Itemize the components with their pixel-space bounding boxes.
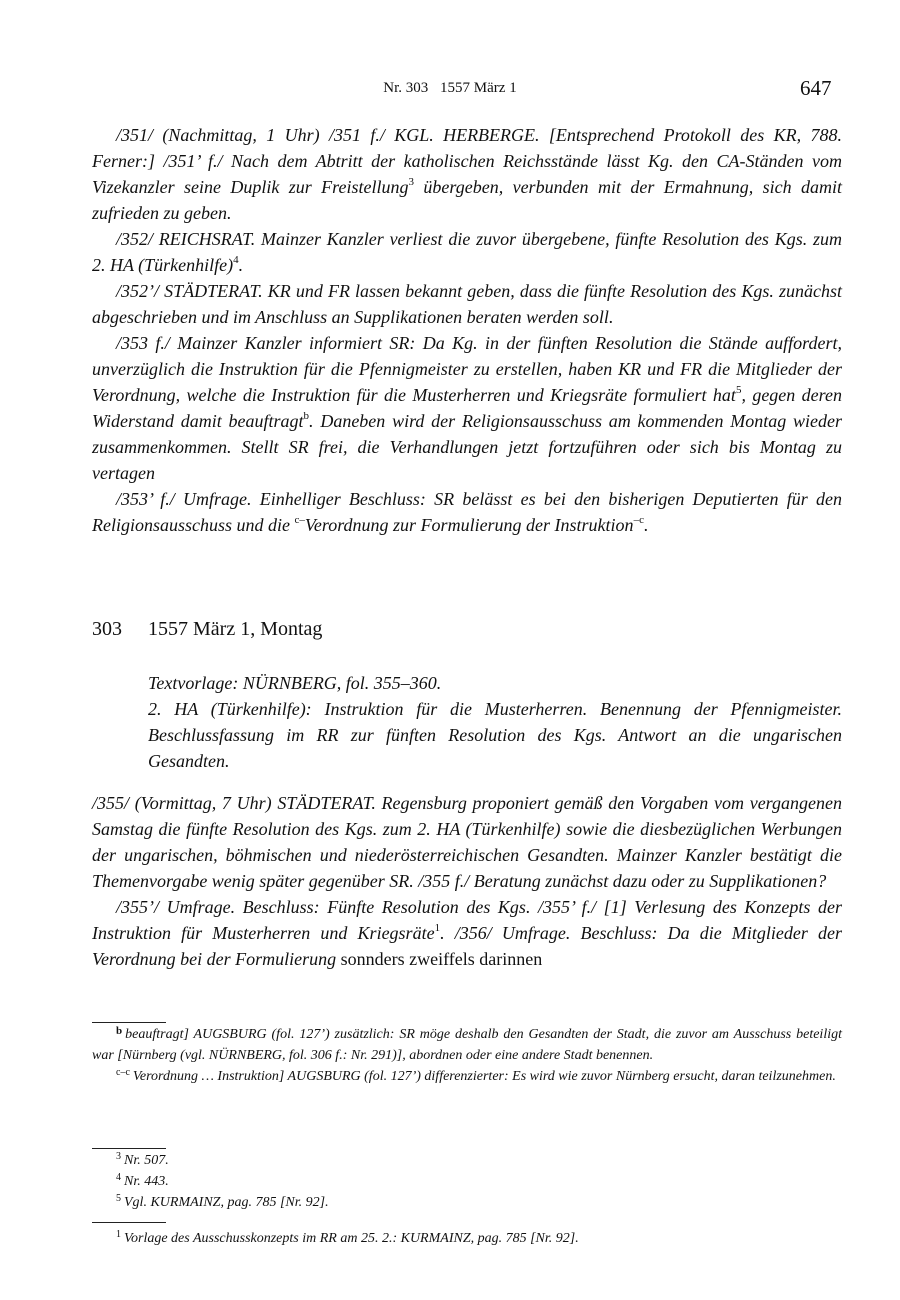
footnote-ref[interactable]: –c	[633, 514, 644, 526]
footnote: $^{c-c}$ Verordnung … Instruktion] AUGSBURG (fol. 127’) differenzierter: Es wird wie zuvor Nürnberg ersucht, daran teilzunehmen.	[116, 1067, 836, 1084]
factual-footnotes	[92, 1150, 842, 1213]
footnote-divider	[92, 1022, 166, 1023]
document-heading	[92, 618, 322, 641]
header-doc-number: Nr. 303	[383, 80, 429, 96]
line-footnotes	[92, 1228, 842, 1249]
paragraph: /351/ (Nachmittag, 1 Uhr) /351 f./ KGL. HERBERGE. [Entsprechend Protokoll des KR, 788. Ferner:] /351’ f./ Nach dem Abtritt der katholischen Reichsstände lässt Kg. den CA-Ständen vom Vizekanzler seine Duplik zur Freistellung$^3$ übergeben, verbunden mit der Ermahnung, sich damit zufrieden zu geben.	[92, 125, 842, 223]
footnote-ref[interactable]: 1	[434, 922, 441, 934]
footnote: $^b$ beauftragt] AUGSBURG (fol. 127’) zusätzlich: SR möge deshalb den Gesandten der Stadt, die zuvor am Ausschuss beteiligt war [Nürnberg (vgl. NÜRNBERG, fol. 306 f.: Nr. 291)], abordnen oder eine andere Stadt benennen.	[92, 1025, 842, 1063]
paragraph: /353 f./ Mainzer Kanzler informiert SR: Da Kg. in der fünften Resolution die Stände auffordert, unverzüglich die Instruktion für die Pfennigmeister zu erstellen, haben KR und FR die Mitglieder der Verordnung, welche die Instruktion für die Musterherren und Kriegsräte formuliert hat$^5$, gegen deren Widerstand damit beauftragt$^b$. Daneben wird der Religionsausschuss am kommenden Montag wieder zusammenkommen. Stellt SR frei, die Verhandlungen jetzt fortzuführen oder sich bis Montag zu vertagen	[92, 333, 842, 483]
header-date: 1557 März 1	[440, 80, 517, 96]
footnote-ref[interactable]: 4	[233, 254, 239, 266]
footnote: $^4$ Nr. 443.	[116, 1172, 169, 1189]
source-note: Textvorlage: NÜRNBERG, fol. 355–360.	[148, 673, 442, 693]
paragraph: /355/ (Vormittag, 7 Uhr) STÄDTERAT. Regensburg proponiert gemäß den Vorgaben vom vergangenen Samstag die fünfte Resolution des Kgs. zum 2. HA (Türkenhilfe) sowie die diesbezüglichen Werbungen der ungarischen, böhmischen und niederösterreichischen Gesandten. Mainzer Kanzler bestätigt die Themenvorgabe wenig später gegenüber SR. /355 f./ Beratung zunächst dazu oder zu Supplikationen?	[92, 793, 842, 891]
footnote-ref[interactable]: c–	[294, 514, 305, 526]
running-header	[0, 80, 900, 97]
footnote-divider	[92, 1222, 166, 1223]
footnote: $^5$ Vgl. KURMAINZ, pag. 785 [Nr. 92].	[116, 1193, 329, 1210]
document-summary	[148, 670, 842, 774]
page-number: 647	[800, 76, 832, 100]
footnote-divider	[92, 1148, 166, 1149]
document-number: 303	[92, 618, 122, 640]
footnote: $^1$ Vorlage des Ausschusskonzepts im RR am 25. 2.: KURMAINZ, pag. 785 [Nr. 92].	[116, 1229, 579, 1246]
paragraph: /353’ f./ Umfrage. Einhelliger Beschluss: SR belässt es bei den bisherigen Deputierten für den Religionsausschuss und die $^{c-}$Verordnung zur Formulierung der Instruktion$^{-c}$.	[92, 489, 842, 535]
paragraph: /352’/ STÄDTERAT. KR und FR lassen bekannt geben, dass die fünfte Resolution des Kgs. zunächst abgeschrieben und im Anschluss an Supplikationen beraten werden soll.	[92, 281, 842, 327]
footnote-ref[interactable]: 3	[408, 176, 414, 188]
lower-text	[92, 790, 842, 972]
text-critical-footnotes	[92, 1024, 842, 1087]
paragraph: /352/ REICHSRAT. Mainzer Kanzler verliest die zuvor übergebene, fünfte Resolution des Kgs. zum 2. HA (Türkenhilfe)$^4$.	[92, 229, 842, 275]
footnote: $^3$ Nr. 507.	[116, 1151, 169, 1168]
upper-text	[92, 122, 842, 538]
paragraph: /355’/ Umfrage. Beschluss: Fünfte Resolution des Kgs. /355’ f./ [1] Verlesung des Konzepts der Instruktion für Musterherren und Kriegsräte$^1$. /356/ Umfrage. Beschluss: Da die Mitglieder der Verordnung bei der Formulierung sonnders zweiffels darinnen	[92, 897, 842, 969]
footnote-ref[interactable]: b	[303, 410, 310, 422]
document-title: 1557 März 1, Montag	[148, 618, 323, 640]
summary-text: 2. HA (Türkenhilfe): Instruktion für die Musterherren. Benennung der Pfennigmeister. Beschlussfassung im RR zur fünften Resolution des Kgs. Antwort an die ungarischen Gesandten.	[148, 699, 842, 771]
footnote-ref[interactable]: 5	[735, 384, 742, 396]
